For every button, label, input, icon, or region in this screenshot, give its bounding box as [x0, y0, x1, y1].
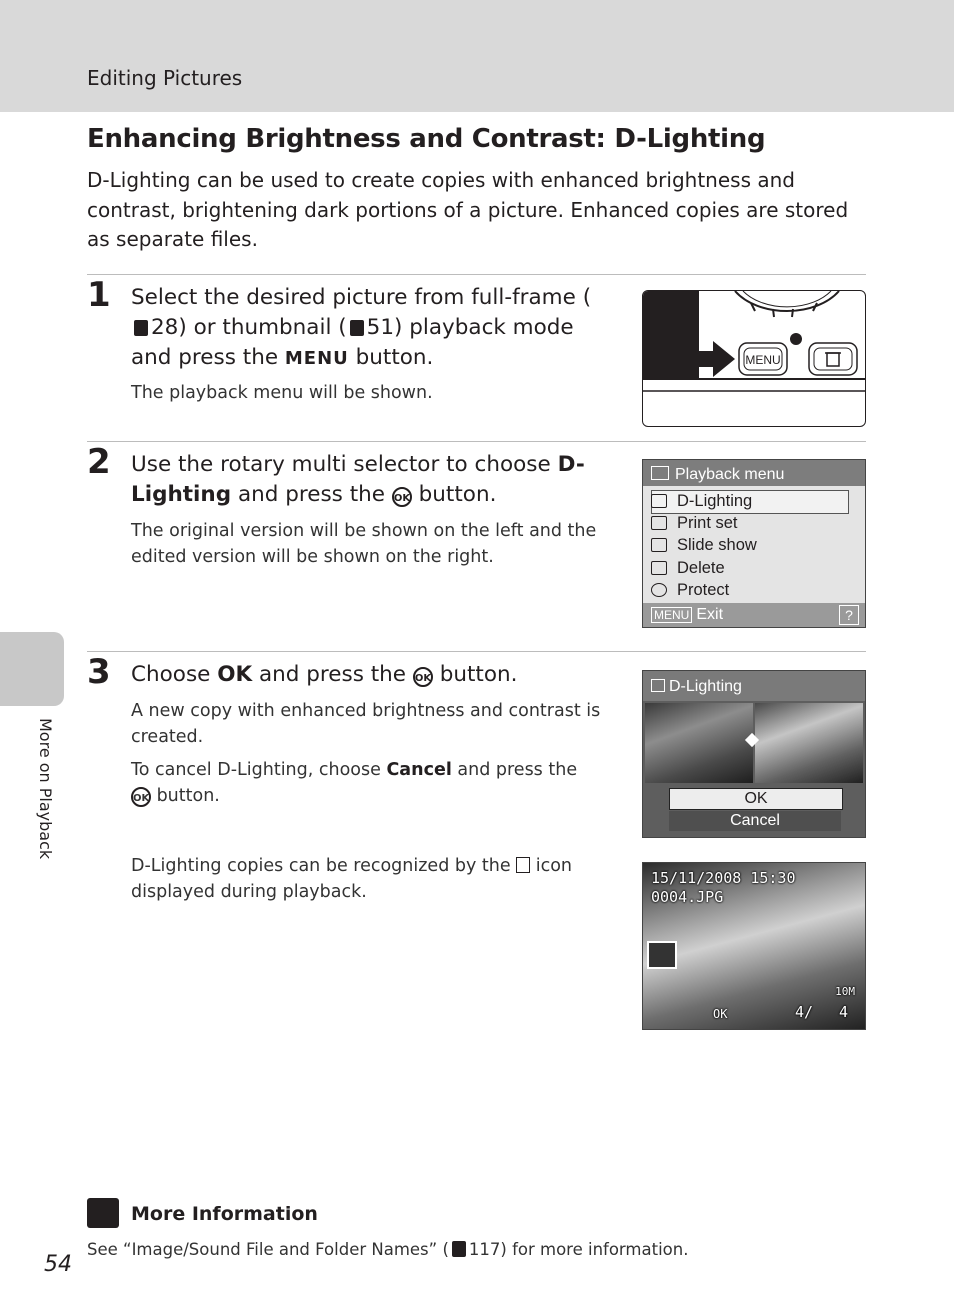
menu-icon: MENU — [651, 607, 692, 623]
step-number: 3 — [87, 652, 111, 692]
photo-filename: 0004.JPG — [651, 888, 724, 906]
step-number: 2 — [87, 442, 111, 482]
step-3-icon-note: D-Lighting copies can be recognized by the icon displayed during playback. — [131, 856, 573, 902]
step-1-heading: Select the desired picture from full-frame (28) or thumbnail ( 51) playback mode and press the MENU button. — [131, 285, 592, 370]
image-size-badge: 10M — [835, 985, 855, 998]
playback-icon — [651, 466, 669, 480]
intro-paragraph: D-Lighting can be used to create copies with enhanced brightness and contrast, brightening dark portions of a picture. Enhanced copies are stored as separate files. — [87, 168, 849, 251]
menu-item-delete[interactable]: Delete — [651, 557, 725, 579]
d-lighting-screen — [642, 670, 866, 838]
original-photo — [645, 703, 753, 783]
divider — [87, 274, 866, 275]
exit-label[interactable]: Exit — [696, 606, 724, 623]
ok-option[interactable]: OK — [669, 788, 843, 810]
photo-datetime: 15/11/2008 15:30 — [651, 869, 796, 887]
camera-back-drawing — [643, 291, 866, 427]
more-info-title: More Information — [131, 1203, 318, 1225]
chapter-tab — [0, 632, 64, 706]
step-number: 1 — [87, 275, 111, 315]
menu-item-protect[interactable]: Protect — [651, 579, 729, 601]
ok-button-glyph: OK — [131, 787, 151, 807]
menu-button-glyph: MENU — [284, 348, 349, 369]
frame-counter-current: 4/ — [795, 1003, 814, 1021]
d-lighting-icon — [651, 679, 665, 692]
chapter-label: More on Playback — [36, 718, 55, 860]
d-lighting-copy-icon — [647, 941, 677, 969]
menu-footer — [643, 603, 865, 627]
d-lighting-titlebar: D-Lighting — [643, 671, 865, 701]
step-2-heading: Use the rotary multi selector to choose D-Lighting and press the OK button. — [131, 452, 585, 507]
enhanced-photo — [755, 703, 863, 783]
menu-item-print-set[interactable]: Print set — [651, 512, 738, 534]
page-ref-icon — [452, 1241, 466, 1257]
page-number: 54 — [44, 1252, 72, 1277]
menu-item-d-lighting[interactable]: D-Lighting — [651, 490, 752, 512]
more-info-icon — [87, 1198, 119, 1228]
playback-menu-titlebar: Playback menu — [643, 460, 865, 486]
slide-show-icon — [651, 538, 667, 552]
help-icon[interactable]: ? — [839, 605, 859, 625]
step-3-heading: Choose OK and press the OK button. — [131, 662, 518, 687]
key-icon — [651, 583, 667, 597]
playback-menu-screen — [642, 459, 866, 628]
step-1-note: The playback menu will be shown. — [131, 383, 433, 403]
ok-voice-indicator: OK — [713, 1007, 728, 1021]
section-label: Editing Pictures — [87, 66, 243, 90]
playback-photo-screen — [642, 862, 866, 1030]
page-ref-icon — [134, 320, 148, 336]
ok-button-glyph: OK — [413, 667, 433, 687]
header-band — [0, 0, 954, 112]
step-2-note: The original version will be shown on the left and the edited version will be shown on the right. — [131, 521, 597, 567]
step-3-cancel-note: To cancel D-Lighting, choose Cancel and press the OK button. — [131, 760, 578, 806]
printer-icon — [651, 516, 667, 530]
page-title: Enhancing Brightness and Contrast: D-Lighting — [87, 124, 766, 154]
d-lighting-icon — [516, 857, 530, 873]
cancel-option[interactable]: Cancel — [669, 811, 841, 831]
more-info-text: See “Image/Sound File and Folder Names” ( 117) for more information. — [87, 1240, 689, 1259]
camera-menu-label: MENU — [745, 353, 781, 367]
divider — [87, 441, 866, 442]
camera-illustration — [642, 290, 866, 427]
frame-counter-total: 4 — [839, 1003, 849, 1021]
divider — [87, 651, 866, 652]
step-3-note: A new copy with enhanced brightness and contrast is created. — [131, 701, 601, 747]
menu-item-slide-show[interactable]: Slide show — [651, 534, 757, 556]
d-lighting-icon — [651, 494, 667, 508]
page-ref-icon — [350, 320, 364, 336]
ok-button-glyph: OK — [392, 487, 412, 507]
trash-icon — [651, 561, 667, 575]
